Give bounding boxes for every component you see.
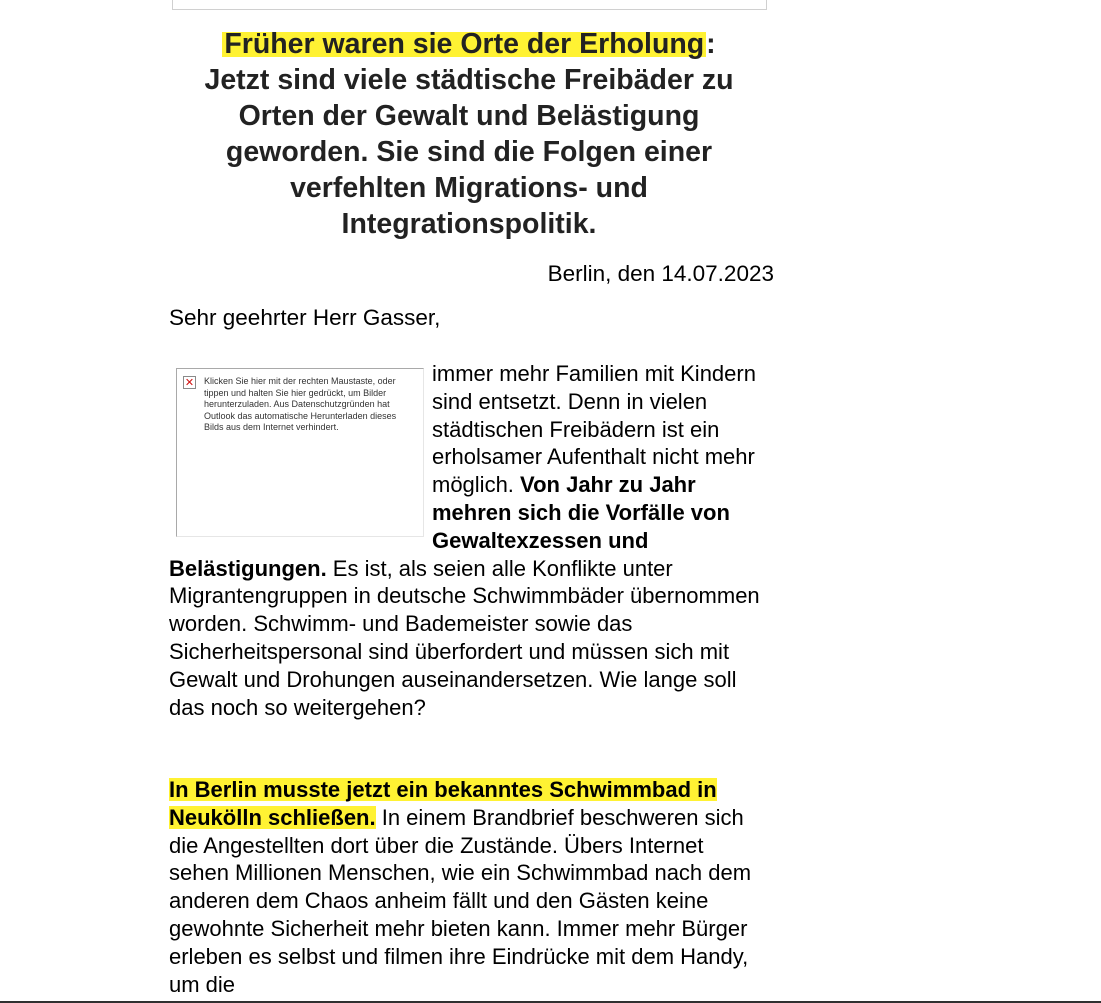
- paragraph-2-rest: In einem Brandbrief beschweren sich die Angestellten dort über die Zustände. Übers Internet sehen Millionen Menschen, wie ein Schwimmbad nach dem anderen dem Chaos anheim fällt und den Gästen keine gewohnte Sicherheit mehr bieten kann. Immer mehr Bürger erleben es selbst und filmen ihre Eindrücke mit dem Handy, um die: [169, 804, 752, 997]
- broken-image-icon: ✕: [184, 376, 195, 389]
- paragraph-2-highlight: In Berlin musste jetzt ein bekanntes Schwimmbad in Neukölln schließen.: [169, 777, 717, 830]
- dateline: Berlin, den 14.07.2023: [547, 261, 774, 286]
- image-blocked-message: Klicken Sie hier mit der rechten Maustaste, oder tippen und halten Sie hier gedrückt, um Bilder herunterzuladen. Aus Datenschutzgründen hat Outlook das automatische Herunterladen dieses Bilds aus dem Internet verhindert.: [204, 376, 397, 432]
- paragraph-1-bold: Von Jahr zu Jahr mehren sich die Vorfälle von Gewaltexzessen und Belästigungen.: [169, 472, 730, 581]
- headline-highlight: Früher waren sie Orte der Erholung: [224, 28, 705, 60]
- email-headline: [168, 26, 770, 242]
- top-image-frame: [172, 0, 767, 10]
- paragraph-1: [169, 360, 769, 721]
- headline-colon: :: [706, 28, 716, 60]
- paragraph-1-rest: Es ist, als seien alle Konflikte unter Migrantengruppen in deutsche Schwimmbäder übernommen worden. Schwimm- und Bademeister sowie das Sicherheitspersonal sind überfordert und müssen sich mit Gewalt und Drohungen auseinandersetzen. Wie lange soll das noch so weitergehen?: [169, 555, 760, 720]
- paragraph-2: [169, 776, 769, 998]
- headline-rest: Jetzt sind viele städtische Freibäder zu Orten der Gewalt und Belästigung geworden. Sie sind die Folgen einer verfehlten Migrations- und Integrationspolitik.: [204, 64, 734, 240]
- paragraph-1-intro: immer mehr Familien mit Kindern sind entsetzt. Denn in vielen städtischen Freibädern ist ein erholsamer Aufenthalt nicht mehr möglich.: [432, 361, 756, 498]
- salutation: Sehr geehrter Herr Gasser,: [169, 305, 441, 330]
- blocked-image-placeholder[interactable]: [176, 368, 424, 537]
